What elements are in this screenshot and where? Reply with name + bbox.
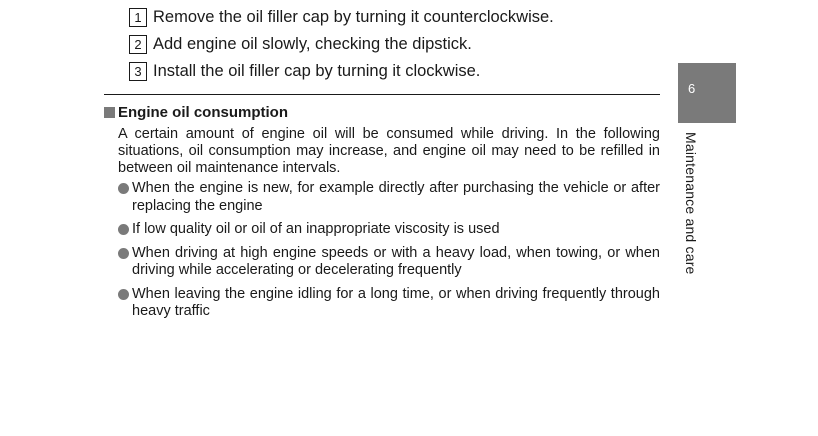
engine-oil-consumption-section: [104, 102, 660, 327]
step-number-box: 2: [129, 35, 147, 54]
step-text: Install the oil filler cap by turning it clockwise.: [153, 62, 481, 80]
step-number-box: 1: [129, 8, 147, 27]
step-item: [129, 4, 669, 31]
circle-bullet-icon: [118, 289, 129, 300]
step-number-box: 3: [129, 62, 147, 81]
bullet-text: When the engine is new, for example directly after purchasing the vehicle or after replacing the engine: [132, 180, 660, 214]
list-item: [118, 286, 660, 321]
section-title: Engine oil consumption: [118, 103, 288, 121]
chapter-title: Maintenance and care: [683, 132, 699, 275]
step-text: Remove the oil filler cap by turning it counterclockwise.: [153, 8, 554, 26]
list-item: [118, 221, 660, 239]
circle-bullet-icon: [118, 183, 129, 194]
bullet-text: If low quality oil or oil of an inappropriate viscosity is used: [132, 221, 500, 237]
step-text: Add engine oil slowly, checking the dipstick.: [153, 35, 472, 53]
bullet-list: [118, 180, 660, 321]
list-item: [118, 245, 660, 280]
procedure-steps: [129, 4, 669, 85]
chapter-tab: [678, 63, 736, 123]
section-heading: [104, 102, 660, 122]
step-item: [129, 31, 669, 58]
bullet-text: When leaving the engine idling for a long time, or when driving frequently through heavy traffic: [132, 285, 660, 319]
circle-bullet-icon: [118, 248, 129, 259]
step-item: [129, 58, 669, 85]
circle-bullet-icon: [118, 224, 129, 235]
section-intro: A certain amount of engine oil will be consumed while driving. In the following situations, oil consumption may increase, and engine oil may need to be refilled in between oil maintenance intervals.: [118, 126, 660, 176]
square-bullet-icon: [104, 107, 115, 118]
chapter-number: 6: [688, 81, 696, 96]
list-item: [118, 180, 660, 215]
section-divider: [104, 94, 660, 95]
bullet-text: When driving at high engine speeds or with a heavy load, when towing, or when driving while accelerating or decelerating frequently: [132, 244, 660, 278]
